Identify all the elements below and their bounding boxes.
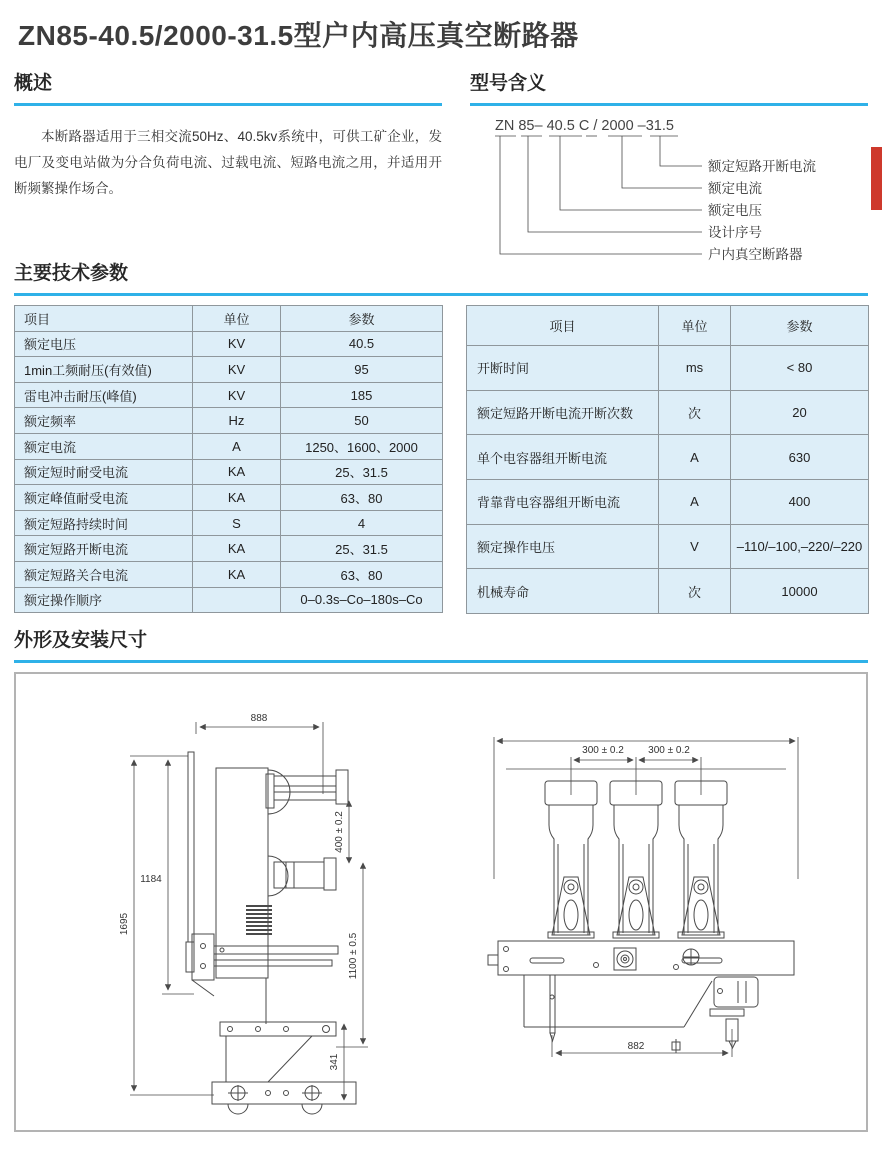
table-row: 额定频率 Hz 50 [15, 408, 443, 434]
table-row: 背靠背电容器组开断电流 A 400 [467, 480, 869, 525]
overview-section [14, 68, 442, 202]
model-label: 额定电压 [708, 203, 762, 218]
overview-heading-rule [14, 103, 442, 106]
table-row: 额定电流 A 1250、1600、2000 [15, 433, 443, 459]
model-label: 额定短路开断电流 [708, 159, 816, 174]
tech-params-heading: 主要技术参数 [14, 263, 129, 284]
dimensions-heading: 外形及安装尺寸 [14, 630, 148, 651]
dim-lower-height: 1100 ± 0.5 [348, 932, 359, 980]
col-header-value: 参数 [731, 306, 869, 346]
dim-total-height: 1695 [119, 912, 130, 936]
col-header-item: 项目 [467, 306, 659, 346]
model-code: ZN 85– 40.5 C / 2000 –31.5 [495, 118, 674, 134]
side-view-drawing [116, 694, 386, 1119]
dim-arm-spacing: 400 ± 0.2 [334, 811, 345, 853]
table-row: 雷电冲击耐压(峰值) KV 185 [15, 382, 443, 408]
tech-params-section-head [14, 258, 868, 296]
table-row: 额定短路持续时间 S 4 [15, 510, 443, 536]
table-row: 额定短路关合电流 KA 63、80 [15, 561, 443, 587]
dim-base-width: 882 [627, 1041, 645, 1052]
overview-paragraph: 本断路器适用于三相交流50Hz、40.5kv系统中，可供工矿企业，发电厂及变电站做为分合负荷电流、过载电流、短路电流之用，并适用开断频繁操作场合。 [14, 129, 442, 196]
dim-pole-pitch-right: 300 ± 0.2 [648, 745, 690, 756]
col-header-item: 项目 [15, 306, 193, 332]
dim-overall-width: 888 [250, 713, 268, 724]
page-title: ZN85-40.5/2000-31.5型户内高压真空断路器 [18, 20, 579, 51]
model-meaning-section [470, 68, 868, 282]
model-meaning-heading-rule [470, 103, 868, 106]
table-row: 额定操作电压 V –110/–100,–220/–220 [467, 524, 869, 569]
model-label: 户内真空断路器 [708, 247, 803, 262]
model-label: 额定电流 [708, 181, 762, 196]
table-row: 1min工频耐压(有效值) KV 95 [15, 357, 443, 383]
table-row: 开断时间 ms < 80 [467, 346, 869, 391]
table-row: 额定峰值耐受电流 KA 63、80 [15, 485, 443, 511]
tech-params-table-left [14, 305, 443, 613]
table-row: 单个电容器组开断电流 A 630 [467, 435, 869, 480]
col-header-unit: 单位 [193, 306, 281, 332]
dim-left-height: 1184 [140, 874, 162, 885]
tech-params-table-right [466, 305, 869, 614]
dimensions-section-head [14, 625, 868, 663]
front-view-drawing [486, 729, 806, 1069]
table-header-row [467, 306, 869, 346]
table-row: 机械寿命 次 10000 [467, 569, 869, 614]
table-row: 额定短时耐受电流 KA 25、31.5 [15, 459, 443, 485]
table-row: 额定电压 KV 40.5 [15, 331, 443, 357]
model-designation-diagram [470, 112, 868, 277]
dimensions-heading-rule [14, 660, 868, 663]
model-meaning-heading: 型号含义 [470, 73, 547, 94]
dim-pole-pitch-left: 300 ± 0.2 [582, 745, 624, 756]
overview-heading: 概述 [14, 73, 53, 94]
dim-base-height: 341 [329, 1053, 340, 1071]
page-edge-red-tab [871, 147, 882, 210]
table-row: 额定短路开断电流 KA 25、31.5 [15, 536, 443, 562]
table-row: 额定操作顺序 0–0.3s–Co–180s–Co [15, 587, 443, 613]
col-header-unit: 单位 [659, 306, 731, 346]
table-header-row [15, 306, 443, 332]
tech-params-heading-rule [14, 293, 868, 296]
drawings-panel [14, 672, 868, 1132]
col-header-value: 参数 [281, 306, 443, 332]
model-label: 设计序号 [708, 225, 762, 240]
table-row: 额定短路开断电流开断次数 次 20 [467, 390, 869, 435]
